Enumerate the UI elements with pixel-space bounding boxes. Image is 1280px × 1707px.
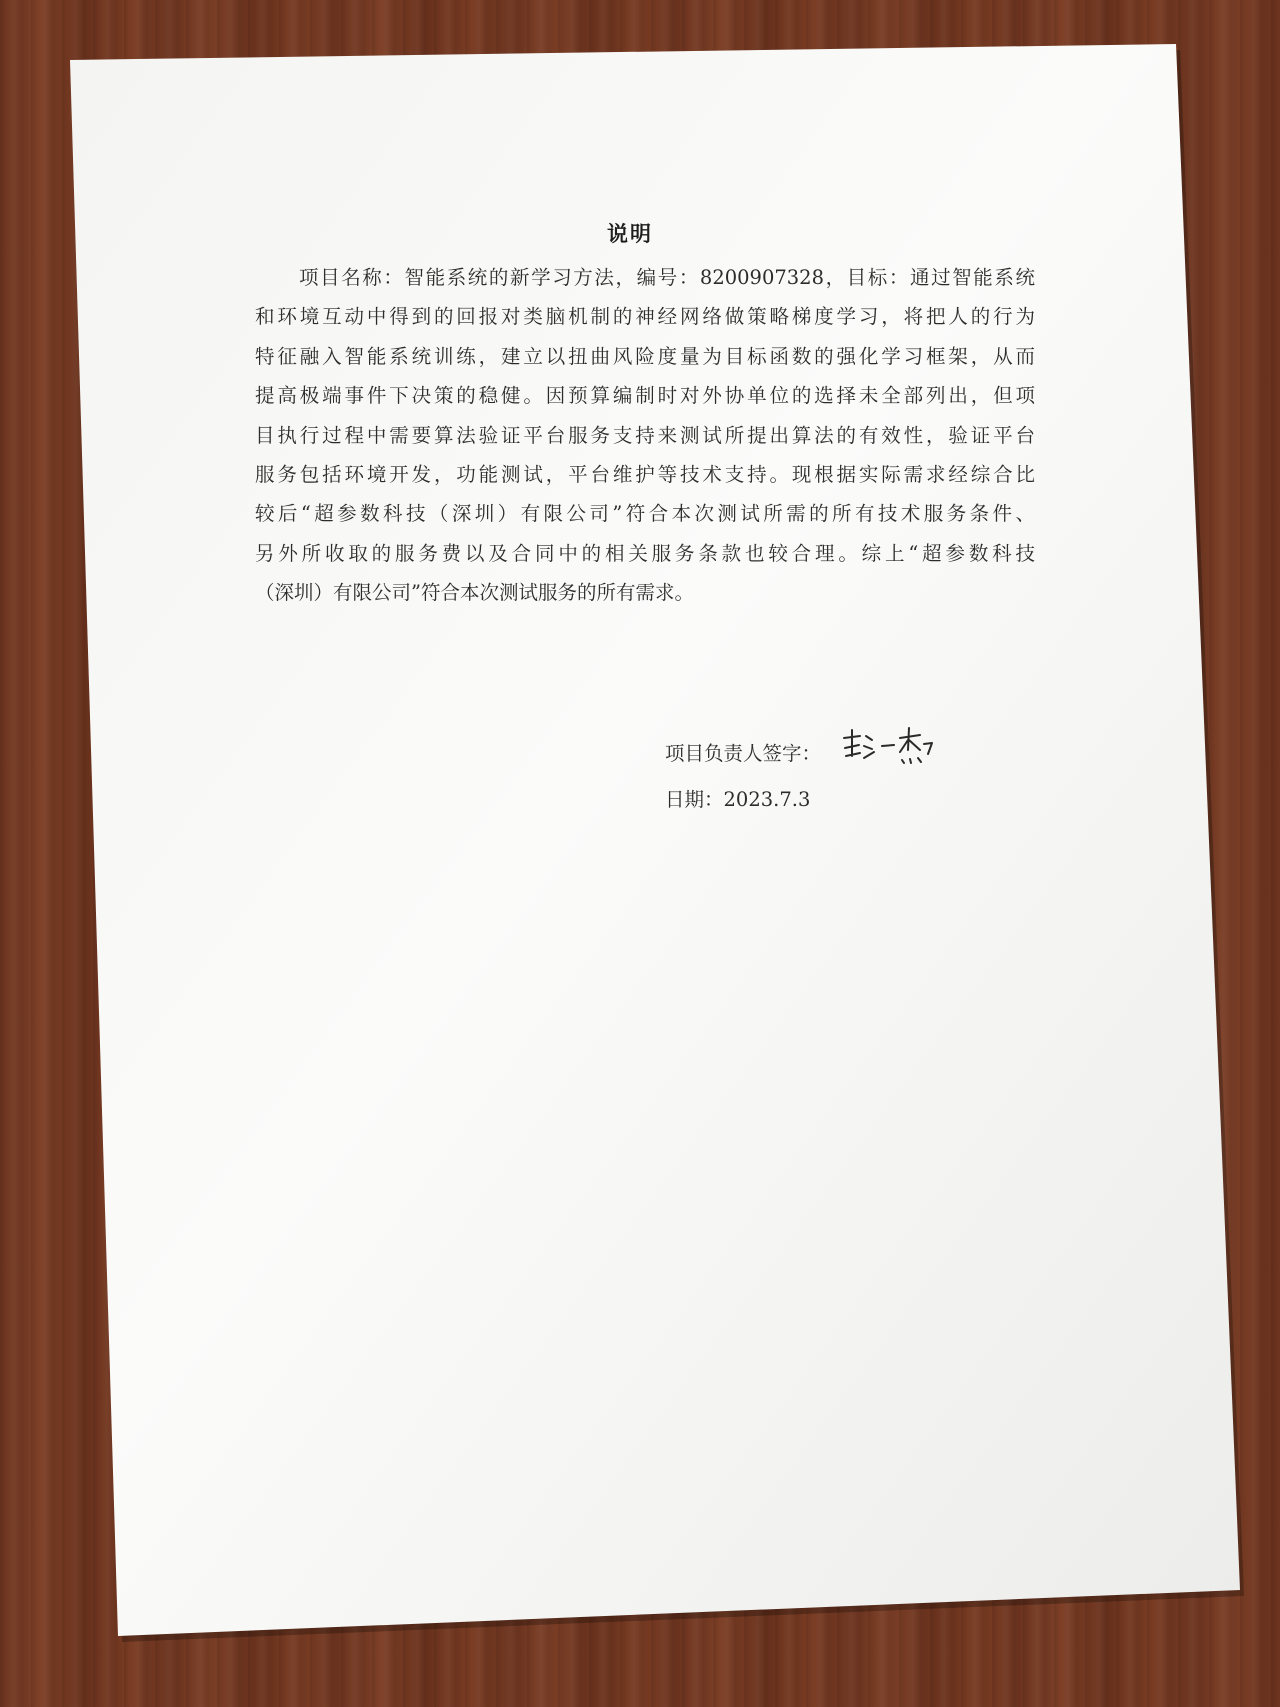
signature-scribble xyxy=(838,722,938,772)
handwritten-signature xyxy=(838,722,938,776)
body-line-7: 较后“超参数科技（深圳）有限公司”符合本次测试所需的所有技术服务条件、 xyxy=(255,502,1035,526)
date-row xyxy=(665,784,810,812)
date-label: 日期： xyxy=(665,788,724,811)
body-line-4: 提高极端事件下决策的稳健。因预算编制时对外协单位的选择未全部列出，但项 xyxy=(255,384,1035,408)
body-line-5: 目执行过程中需要算法验证平台服务支持来测试所提出算法的有效性，验证平台 xyxy=(255,423,1035,447)
signature-label: 项目负责人签字： xyxy=(665,742,822,765)
body-line-2: 和环境互动中得到的回报对类脑机制的神经网络做策略梯度学习，将把人的行为 xyxy=(255,305,1035,329)
body-line-8: 另外所收取的服务费以及合同中的相关服务条款也较合理。综上“超参数科技 xyxy=(255,541,1035,565)
signature-row xyxy=(665,738,821,766)
document-body xyxy=(255,258,1035,613)
body-line-6: 服务包括环境开发，功能测试，平台维护等技术支持。现根据实际需求经综合比 xyxy=(255,463,1035,487)
date-value: 2023.7.3 xyxy=(723,788,811,811)
body-line-3: 特征融入智能系统训练，建立以扭曲风险度量为目标函数的强化学习框架，从而 xyxy=(255,344,1035,368)
body-line-1: 项目名称：智能系统的新学习方法，编号：8200907328，目标：通过智能系统 xyxy=(299,266,1035,289)
body-line-9: （深圳）有限公司”符合本次测试服务的所有需求。 xyxy=(255,581,694,605)
document-title: 说明 xyxy=(607,221,653,246)
